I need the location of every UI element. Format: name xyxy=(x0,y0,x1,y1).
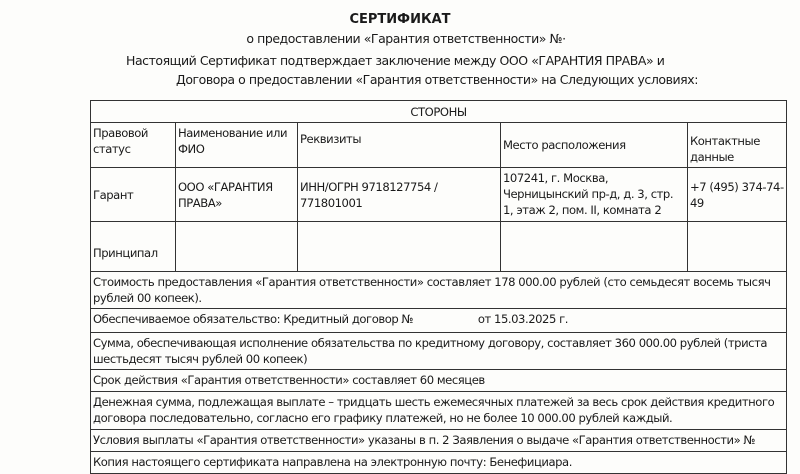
cell-location xyxy=(501,222,688,272)
cell-name: ООО «ГАРАНТИЯ ПРАВА» xyxy=(176,168,298,222)
term-cost: Стоимость предоставления «Гарантия ответственности» составляет 178 000.00 рублей (сто семьдесят восемь тысяч рублей 00 копеек). xyxy=(91,272,787,309)
column-header: Правовой статус xyxy=(91,123,176,168)
column-header: Наименование или ФИО xyxy=(176,123,298,168)
document-subtitle: о предоставлении «Гарантия ответственности» №· xyxy=(246,31,566,46)
term-payout-conditions: Условия выплаты «Гарантия ответственности» указаны в п. 2 Заявления о выдаче «Гарантия ответственности» № xyxy=(91,430,787,452)
intro-line-2: Договора о предоставлении «Гарантия ответственности» на Следующих условиях: xyxy=(176,72,698,87)
term-duration: Срок действия «Гарантия ответственности» составляет 60 месяцев xyxy=(91,370,787,392)
column-header: Место расположения xyxy=(501,123,688,168)
document-title: СЕРТИФИКАТ xyxy=(349,12,451,27)
cell-status: Принципал xyxy=(91,222,176,272)
cell-location: 107241, г. Москва, Черницынский пр-д, д. 3, стр. 1, этаж 2, пом. II, комната 2 xyxy=(501,168,688,222)
term-payout-amount: Денежная сумма, подлежащая выплате – тридцать шесть ежемесячных платежей за весь срок действия кредитного договора последовательно, согласно его графику платежей, но не более 10 000.00 рублей каждый. xyxy=(91,392,787,430)
term-secured-sum: Сумма, обеспечивающая исполнение обязательства по кредитному договору, составляет 360 000.00 рублей (триста шестьдесят тысяч рублей 00 копеек) xyxy=(91,333,787,370)
certificate-table xyxy=(90,100,787,474)
table-row xyxy=(91,168,787,222)
column-header: Реквизиты xyxy=(298,123,501,168)
cell-name xyxy=(176,222,298,272)
table-header-row xyxy=(91,123,787,168)
cell-requisites xyxy=(298,222,501,272)
cell-contacts xyxy=(688,222,787,272)
cell-requisites: ИНН/ОГРН 9718127754 / 771801001 xyxy=(298,168,501,222)
cell-contacts: +7 (495) 374-74-49 xyxy=(688,168,787,222)
cell-status: Гарант xyxy=(91,168,176,222)
column-header: Контактные данные xyxy=(688,123,787,168)
table-row xyxy=(91,222,787,272)
term-obligation: Обеспечиваемое обязательство: Кредитный договор № от 15.03.2025 г. xyxy=(91,309,787,333)
parties-section-title: СТОРОНЫ xyxy=(91,101,787,123)
term-copy-sent: Копия настоящего сертификата направлена на электронную почту: Бенефициара. xyxy=(91,452,787,474)
intro-line-1: Настоящий Сертификат подтверждает заключение между ООО «ГАРАНТИЯ ПРАВА» и xyxy=(126,53,665,68)
